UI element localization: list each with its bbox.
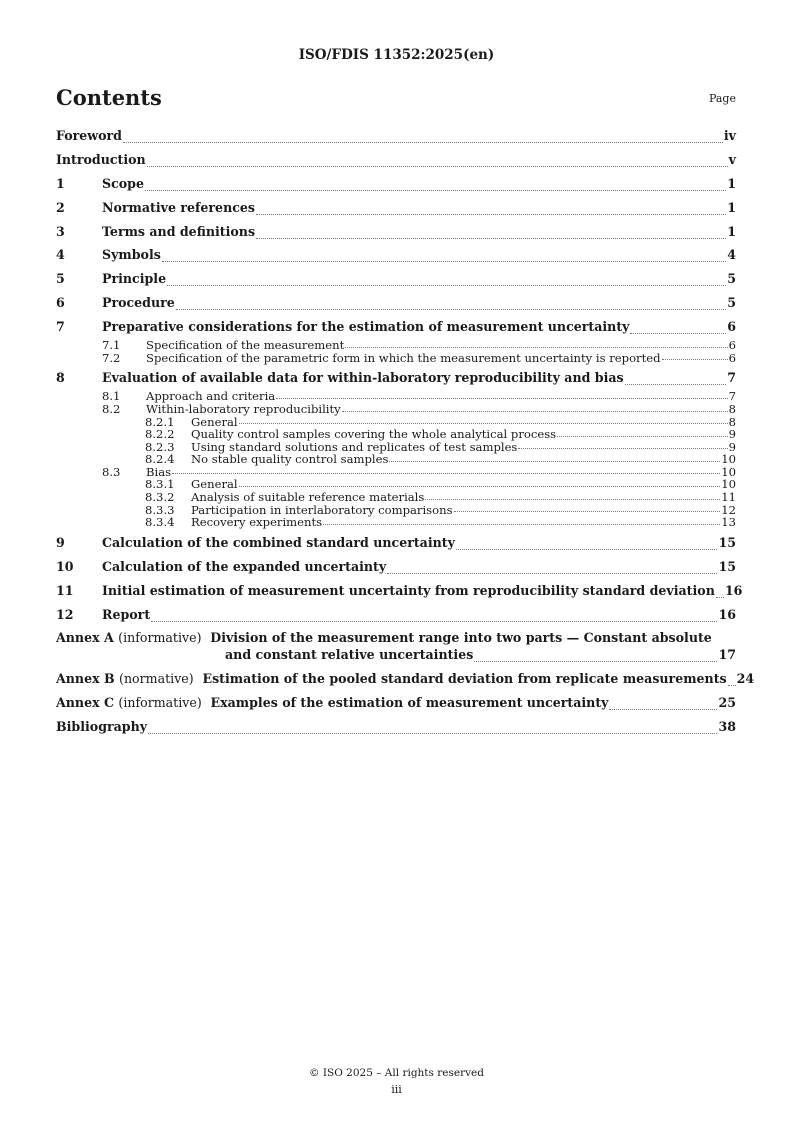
toc-entry-number: 12 [56,606,74,622]
toc-entry-number: 7 [56,319,65,335]
toc-entry[interactable] [56,247,736,265]
toc-entry-page: 24 [736,671,755,687]
toc-dot-leader [323,512,720,525]
toc-annex-title: Examples of the estimation of measurement uncertainty [210,695,609,711]
toc-annex-label: Annex B [56,671,115,687]
toc-dot-leader [518,437,727,450]
toc-dot-leader [425,487,720,500]
toc-entry-page: 38 [718,719,736,735]
toc-annex-title: and constant relative uncertainties [225,647,474,663]
toc-entry-number: 2 [56,199,65,215]
toc-entry-number: 8.2.1 [145,414,175,429]
toc-entry-page: 4 [727,247,736,263]
toc-entry[interactable] [56,351,736,364]
toc-entry-page: 16 [724,582,743,598]
page-number: iii [391,1083,402,1096]
toc-entry-page: 10 [721,477,736,492]
toc-annex-entry[interactable] [56,630,736,665]
toc-entry-page: 16 [718,606,736,622]
toc-entry-number: 7.1 [102,338,121,353]
toc-entry-page: 12 [721,502,736,517]
toc-dot-leader [123,125,723,143]
toc-entry-title: Bibliography [56,719,148,735]
toc-entry-title: Terms and definitions [102,223,256,239]
document-id-header: ISO/FDIS 11352:2025(en) [298,47,495,63]
toc-entry-page: 10 [721,452,736,467]
toc-dot-leader [239,474,721,487]
toc-entry-title: Principle [102,271,167,287]
toc-entry-number: 7.2 [102,350,121,365]
toc-entry-title: Specification of the parametric form in which the measurement uncertainty is reported [146,350,661,365]
toc-annex-type: (informative) [118,630,202,646]
toc-entry-title: General [191,477,238,492]
toc-entry-title: Analysis of suitable reference materials [191,490,425,505]
toc-entry-title: Introduction [56,151,146,167]
toc-entry-title: Using standard solutions and replicates of test samples [191,439,518,454]
toc-annex-title: Division of the measurement range into two parts — Constant absolute [210,630,712,646]
toc-annex-label: Annex A [56,630,114,646]
toc-entry-bibliography[interactable] [56,719,736,737]
toc-entry-page: 15 [718,534,736,550]
toc-entry-title: Calculation of the combined standard uncertainty [102,534,455,550]
toc-entry-page: 17 [718,647,736,663]
toc-dot-leader [239,412,728,425]
toc-annex-type: (informative) [118,695,202,711]
toc-dot-leader [662,348,728,361]
toc-entry-number: 11 [56,582,74,598]
toc-entry-number: 5 [56,271,65,287]
toc-entry-page: 7 [727,370,736,386]
toc-annex-title: Estimation of the pooled standard deviation from replicate measurements [202,671,727,687]
toc-entry-number: 6 [56,295,65,311]
toc-dot-leader [342,399,728,412]
toc-entry-title: Symbols [102,247,161,263]
toc-entry-title: Within-laboratory reproducibility [146,401,341,416]
toc-entry[interactable] [56,295,736,313]
toc-entry-page: 9 [728,427,736,442]
toc-dot-leader [557,424,728,437]
toc-entry-title: Calculation of the expanded uncertainty [102,558,387,574]
toc-dot-leader [728,668,736,686]
toc-entry-number: 1 [56,175,65,191]
toc-entry-page: 1 [727,223,736,239]
toc-entry-title: Report [102,606,151,622]
toc-entry-number: 8.3.4 [145,515,175,530]
toc-entry-title: Procedure [102,295,175,311]
toc-entry[interactable] [56,224,736,242]
toc-entry-page: 1 [727,175,736,191]
toc-entry-title: Bias [146,464,172,479]
toc-entry-title: Approach and criteria [146,389,276,404]
toc-dot-leader [389,449,720,462]
toc-entry-title: Specification of the measurement [146,338,345,353]
toc-annex-line [56,695,736,713]
toc-entry[interactable] [56,176,736,194]
toc-entry-title: Recovery experiments [191,515,323,530]
toc-entry[interactable] [56,338,736,351]
toc-entry-number: 3 [56,223,65,239]
toc-entry-number: 4 [56,247,65,263]
toc-entry[interactable] [56,559,736,577]
toc-entry[interactable] [56,582,743,601]
toc-dot-leader [345,335,727,348]
toc-entry[interactable] [56,271,736,289]
toc-entry-number: 8.2 [102,401,121,416]
toc-entry[interactable] [56,152,736,170]
toc-entry-page: 6 [727,319,736,335]
toc-entry[interactable] [56,128,736,146]
toc-dot-leader [625,367,727,385]
toc-dot-leader [387,556,717,574]
toc-dot-leader [162,244,726,262]
toc-entry-page: 6 [728,350,736,365]
toc-dot-leader [276,386,727,399]
toc-annex-type: (normative) [119,671,194,687]
toc-entry-page: 13 [721,515,736,530]
toc-dot-leader [454,500,721,513]
toc-entry-number: 8.3.1 [145,477,175,492]
toc-entry-title: Scope [102,175,144,191]
toc-entry-number: 9 [56,534,65,550]
toc-entry-title: No stable quality control samples [191,452,389,467]
toc-entry-number: 8.2.4 [145,452,175,467]
toc-dot-leader [630,316,726,334]
toc-entry-title: Preparative considerations for the estimation of measurement uncertainty [102,319,630,335]
toc-entry-number: 8.3.2 [145,490,175,505]
toc-entry-page: 9 [728,439,736,454]
toc-dot-leader [145,173,726,191]
toc-entry-page: 15 [718,558,736,574]
toc-entry-title: General [191,414,238,429]
toc-annex-line [56,647,736,665]
toc-entry-page: 1 [727,199,736,215]
toc-dot-leader [609,692,717,710]
toc-entry-number: 8.1 [102,389,121,404]
toc-entry-title: Normative references [102,199,256,215]
toc-dot-leader [256,221,726,239]
toc-annex-entry[interactable] [56,671,755,689]
toc-entry-number: 8 [56,370,65,386]
toc-entry[interactable] [56,200,736,218]
toc-dot-leader [147,149,728,167]
toc-entry-page: 25 [718,695,736,711]
toc-entry-page: 8 [728,401,736,416]
page-column-label: Page [708,92,736,105]
toc-entry-number: 8.3.3 [145,502,175,517]
copyright-notice: © ISO 2025 – All rights reserved [309,1067,484,1079]
toc-dot-leader [151,604,717,622]
toc-entry-number: 8.3 [102,464,121,479]
toc-entry-number: 8.2.2 [145,427,175,442]
toc-entry[interactable] [56,607,736,625]
toc-dot-leader [256,197,726,215]
toc-entry-page: 10 [721,464,736,479]
toc-entry-page: v [728,151,736,167]
toc-dot-leader [172,462,720,475]
toc-entry-number: 8.2.3 [145,439,175,454]
toc-entry-page: iv [723,128,736,143]
toc-entry-page: 5 [727,271,736,287]
toc-dot-leader [176,292,726,310]
toc-entry-number: 10 [56,558,74,574]
toc-entry-title: Foreword [56,128,122,143]
toc-entry-page: 7 [728,389,736,404]
toc-entry-title: Evaluation of available data for within-laboratory reproducibility and bias [102,370,624,386]
toc-entry[interactable] [56,515,736,528]
toc-entry-title: Participation in interlaboratory comparisons [191,502,453,517]
toc-entry-page: 6 [728,338,736,353]
toc-entry-title: Initial estimation of measurement uncertainty from reproducibility standard deviation [102,582,715,598]
toc-annex-line [56,671,755,689]
toc-dot-leader [456,532,718,550]
toc-annex-entry[interactable] [56,695,736,713]
toc-entry-page: 11 [721,490,736,505]
toc-dot-leader [716,580,724,598]
contents-title: Contents [56,85,162,110]
toc-dot-leader [167,268,726,286]
toc-entry-title: Quality control samples covering the whole analytical process [191,427,557,442]
toc-entry-page: 5 [727,295,736,311]
toc-entry-page: 8 [728,414,736,429]
table-of-contents [56,128,755,737]
toc-entry[interactable] [56,535,736,553]
toc-dot-leader [474,644,717,662]
toc-annex-label: Annex C [56,695,115,711]
toc-dot-leader [148,716,717,734]
